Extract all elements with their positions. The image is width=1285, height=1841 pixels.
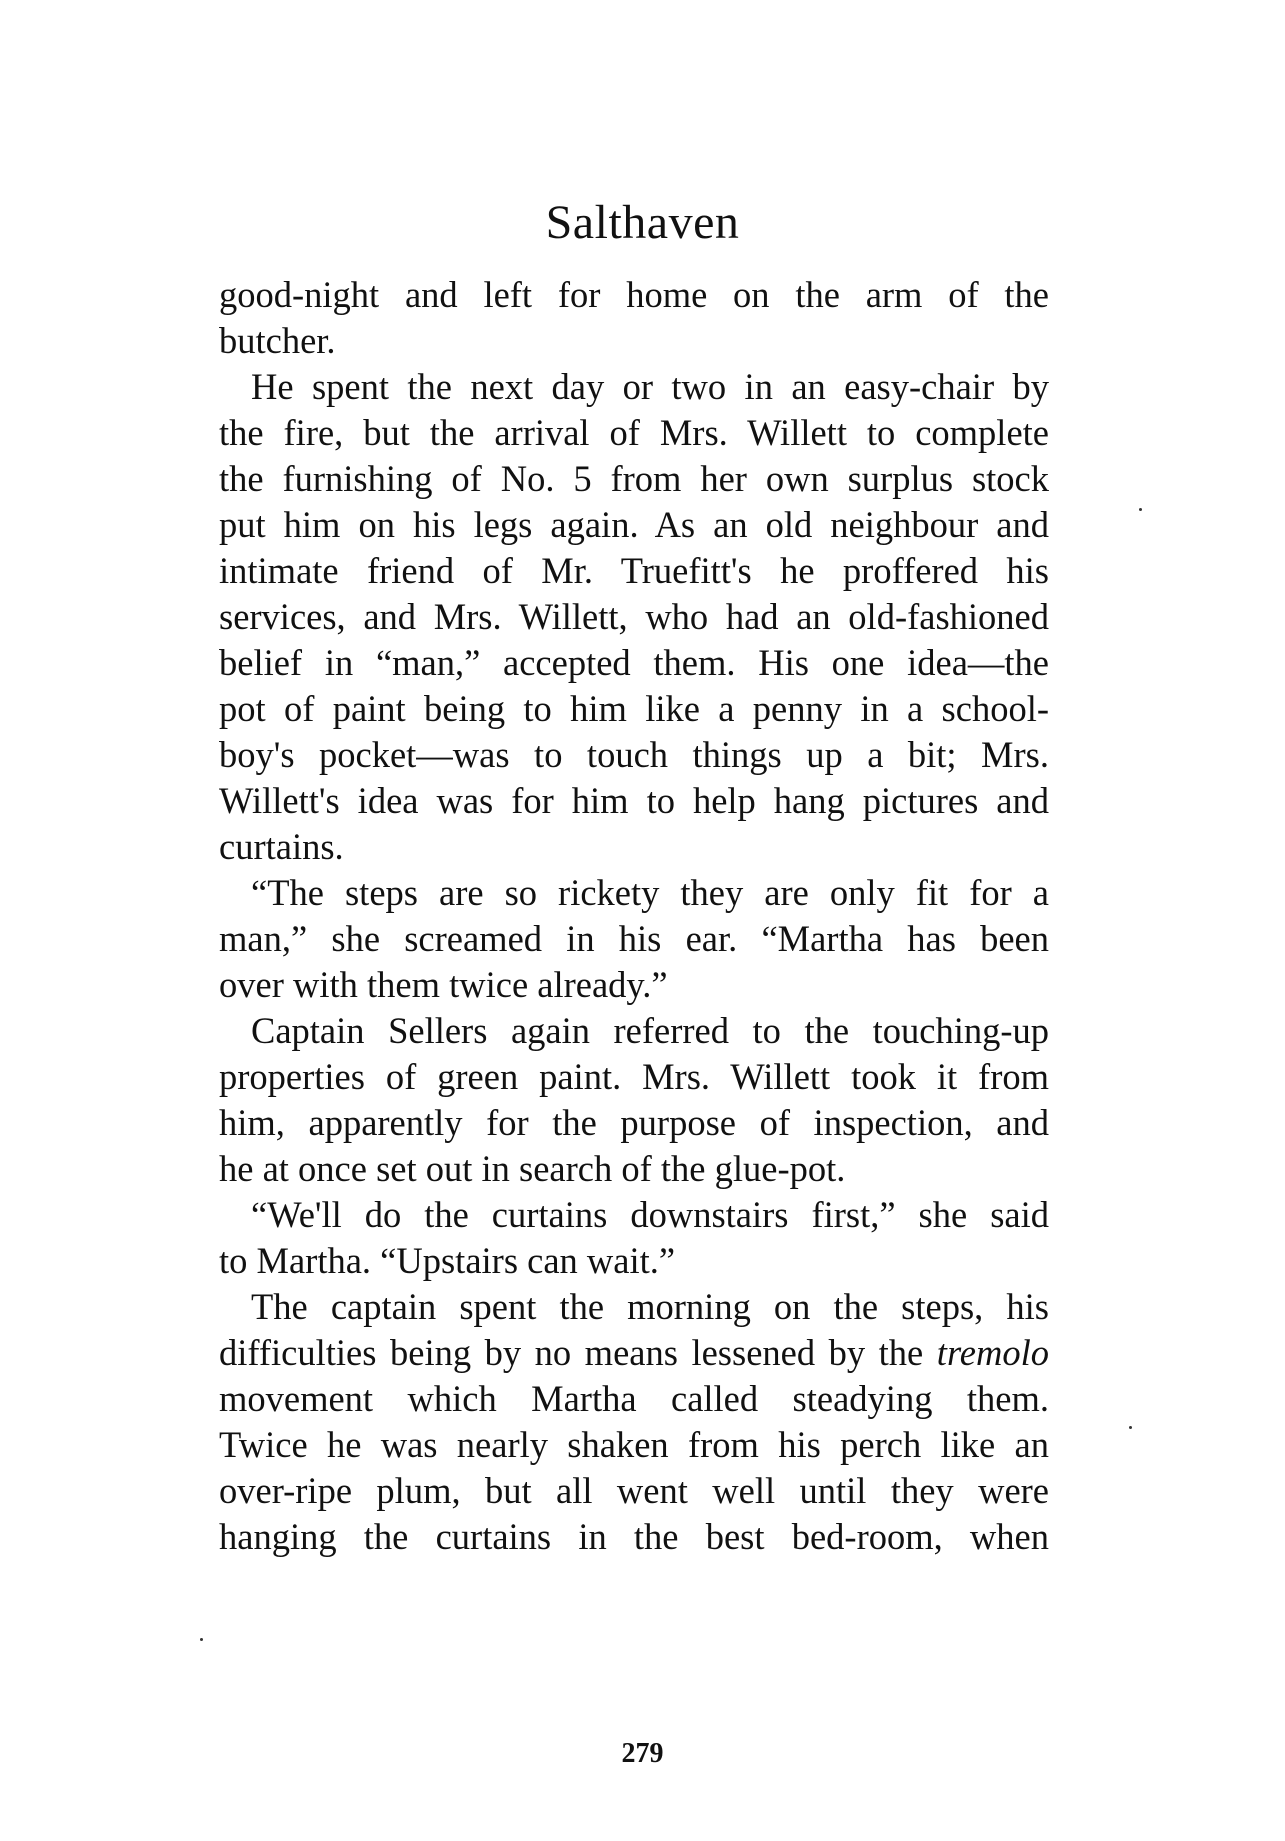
text-line: boy's pocket—was to touch things up a bit; Mrs. (219, 734, 1049, 775)
text-line: movement which Martha called steadying them. (219, 1378, 1049, 1419)
text-line: belief in “man,” accepted them. His one idea—the (219, 642, 1049, 683)
running-head: Salthaven (545, 196, 740, 249)
scan-speck (1129, 1426, 1132, 1429)
text-line: curtains. (219, 826, 344, 867)
text-line: over with them twice already.” (219, 964, 668, 1005)
page-number: 279 (621, 1738, 664, 1769)
text-line: he at once set out in search of the glue-pot. (219, 1148, 846, 1189)
text-line: difficulties being by no means lessened by the tremolo (219, 1332, 1049, 1373)
body-text (219, 272, 1049, 1560)
text-line: Willett's idea was for him to help hang pictures and (219, 780, 1049, 821)
italic-word: tremolo (936, 1332, 1049, 1373)
text-line: The captain spent the morning on the steps, his (251, 1286, 1049, 1327)
text-line: man,” she screamed in his ear. “Martha has been (219, 918, 1049, 959)
text-line: Captain Sellers again referred to the touching-up (251, 1010, 1049, 1051)
text-line: over-ripe plum, but all went well until they were (219, 1470, 1049, 1511)
text-line: properties of green paint. Mrs. Willett took it from (219, 1056, 1049, 1097)
text-line: good-night and left for home on the arm of the (219, 274, 1049, 315)
text-line: services, and Mrs. Willett, who had an old-fashioned (219, 596, 1049, 637)
scan-speck (200, 1638, 203, 1641)
text-line: pot of paint being to him like a penny in a school- (219, 688, 1049, 729)
text-line: the furnishing of No. 5 from her own surplus stock (219, 458, 1049, 499)
text-line: hanging the curtains in the best bed-room, when (219, 1516, 1049, 1557)
text-line: butcher. (219, 320, 336, 361)
text-line: him, apparently for the purpose of inspection, and (219, 1102, 1049, 1143)
text-line: put him on his legs again. As an old neighbour and (219, 504, 1049, 545)
text-line: “The steps are so rickety they are only fit for a (251, 872, 1049, 913)
text-line: Twice he was nearly shaken from his perch like an (219, 1424, 1049, 1465)
text-line: “We'll do the curtains downstairs first,” she said (251, 1194, 1049, 1235)
text-line: He spent the next day or two in an easy-chair by (251, 366, 1049, 407)
text-line: to Martha. “Upstairs can wait.” (219, 1240, 676, 1281)
text-line: the fire, but the arrival of Mrs. Willett to complete (219, 412, 1049, 453)
text-line: intimate friend of Mr. Truefitt's he proffered his (219, 550, 1049, 591)
scan-speck (1139, 508, 1142, 511)
